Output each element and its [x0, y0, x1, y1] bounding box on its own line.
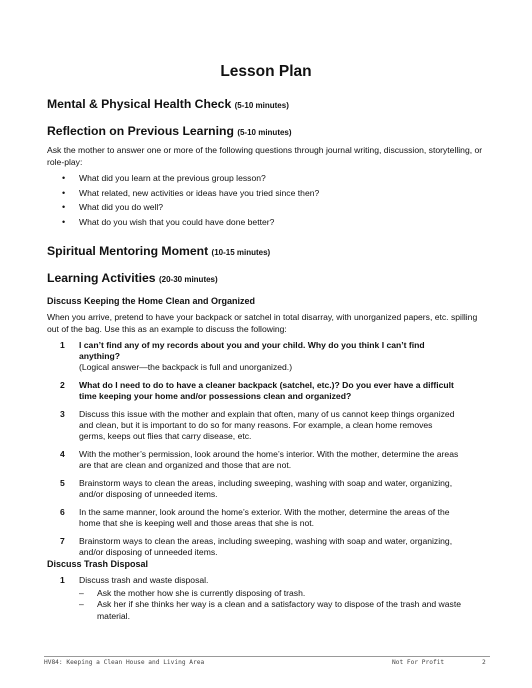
- substep-item: – Ask her if she thinks her way is a clean and a satisfactory way to dispose of the trash and waste material.: [79, 599, 480, 621]
- footer-notice: Not For Profit: [392, 659, 445, 666]
- step-question: What do I need to do to have a cleaner backpack (satchel, etc.)? Do you ever have a difficult time keeping your home and/or possessions clean and organized?: [79, 380, 454, 402]
- step-number: 3: [60, 409, 65, 420]
- step-item: [60, 536, 460, 558]
- health-check-heading-text: Mental & Physical Health Check: [47, 97, 232, 111]
- reflection-question: • What did you learn at the previous group lesson?: [62, 173, 482, 184]
- step-item: [60, 575, 480, 622]
- step-item: [60, 380, 460, 402]
- step-item: [60, 449, 460, 471]
- step-text: Discuss this issue with the mother and explain that often, many of us cannot keep things organized and clean, but it is important to do so for many reasons. For example, a clean home removes germs, keeps out flies that carry disease, etc.: [79, 409, 455, 442]
- spiritual-time: (10-15 minutes): [211, 248, 271, 257]
- trash-steps: [60, 575, 480, 628]
- learning-time: (20-30 minutes): [158, 275, 218, 284]
- reflection-question: • What did you do well?: [62, 202, 482, 213]
- step-question: I can’t find any of my records about you and your child. Why do you think I can’t find anything?: [79, 340, 425, 362]
- step-number: 4: [60, 449, 65, 460]
- step-item: [60, 507, 460, 529]
- step-text: With the mother’s permission, look around the home’s interior. With the mother, determine the areas are that are clean and organized and those that are not.: [79, 449, 459, 471]
- step-number: 2: [60, 380, 65, 391]
- reflection-question: • What do you wish that you could have done better?: [62, 217, 482, 228]
- step-number: 5: [60, 478, 65, 489]
- trash-substeps: [79, 588, 480, 622]
- step-text: Brainstorm ways to clean the areas, including sweeping, washing with soap and water, organizing, and/or disposing of unneeded items.: [79, 535, 453, 558]
- reflection-heading: [47, 124, 292, 138]
- health-check-heading: [47, 97, 289, 111]
- footer-document-title: HV84: Keeping a Clean House and Living Area: [44, 659, 205, 666]
- clean-home-steps: [60, 340, 460, 565]
- reflection-intro: Ask the mother to answer one or more of the following questions through journal writing, discussion, storytelling, or role-play:: [47, 145, 483, 167]
- reflection-questions: [62, 173, 482, 231]
- footer-divider: [44, 656, 490, 657]
- step-item: [60, 340, 460, 374]
- reflection-heading-text: Reflection on Previous Learning: [47, 124, 234, 138]
- subsection-heading-clean-home: Discuss Keeping the Home Clean and Organized: [47, 296, 256, 306]
- learning-heading-text: Learning Activities: [47, 271, 156, 285]
- spiritual-heading: [47, 244, 270, 258]
- step-text: In the same manner, look around the home’s exterior. With the mother, determine the areas of the home that she is keeping well and those areas that she is not.: [79, 506, 450, 529]
- step-text: Brainstorm ways to clean the areas, including sweeping, washing with soap and water, organizing, and/or disposing of unneeded items.: [79, 478, 453, 500]
- spiritual-heading-text: Spiritual Mentoring Moment: [47, 244, 209, 258]
- substep-item: – Ask the mother how she is currently disposing of trash.: [79, 588, 480, 599]
- step-number: 6: [60, 506, 65, 517]
- footer-page-number: 2: [482, 659, 486, 666]
- step-number: 7: [60, 535, 65, 546]
- step-text: Discuss trash and waste disposal.: [79, 575, 209, 585]
- health-check-time: (5-10 minutes): [234, 101, 289, 110]
- step-item: [60, 478, 460, 500]
- step-item: [60, 409, 460, 443]
- step-number: 1: [60, 575, 65, 585]
- reflection-time: (5-10 minutes): [237, 128, 292, 137]
- reflection-question: • What related, new activities or ideas have you tried since then?: [62, 188, 482, 199]
- subsection-heading-trash: Discuss Trash Disposal: [47, 559, 149, 569]
- step-number: 1: [60, 340, 65, 350]
- step-text: (Logical answer—the backpack is full and unorganized.): [79, 362, 293, 373]
- page-title: Lesson Plan: [220, 63, 312, 80]
- learning-heading: [47, 271, 218, 285]
- clean-home-intro: When you arrive, pretend to have your backpack or satchel in total disarray, with unorganized papers, etc. spilling out of the bag. Use this as an example to discuss the following:: [47, 312, 478, 334]
